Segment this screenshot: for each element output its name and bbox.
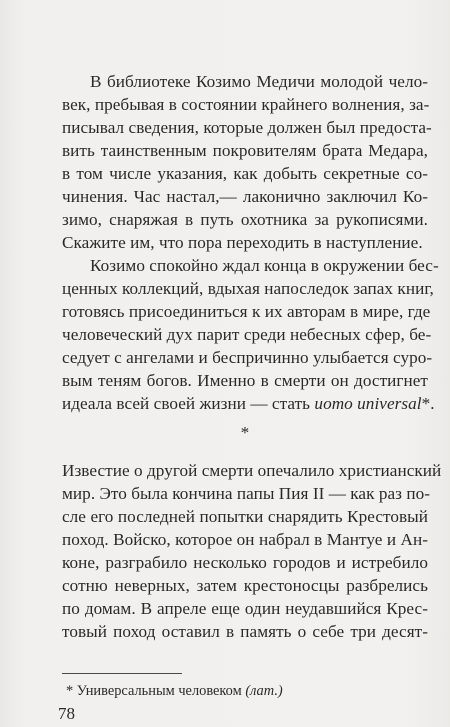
- footnote: [66, 683, 283, 699]
- paragraph-3-line-4: поход. Войско, которое он набрал в Мантуе и Ан-: [62, 530, 428, 549]
- paragraph-1-line-6: чинения. Час настал,— лаконично заключил Ко-: [62, 187, 428, 206]
- paragraph-1-line-7: зимо, снаряжая в путь охотника за рукописями.: [62, 210, 428, 229]
- footnote-text: Универсальным человеком: [73, 683, 246, 699]
- paragraph-2-line-1: Козимо спокойно ждал конца в окружении бес-: [90, 256, 439, 275]
- paragraph-2-line-6: вым теням богов. Именно в смерти он достигнет: [62, 371, 428, 390]
- paragraph-2-line-2: ценных коллекций, вдыхая напоследок запах книг,: [62, 279, 434, 298]
- paragraph-1-line-4: вить таинственным покровителям брата Медара,: [62, 141, 428, 160]
- paragraph-2-last-line-prefix: идеала всей своей жизни — стать: [62, 394, 315, 413]
- paragraph-3-line-5: коне, разграбило несколько городов и истребило: [62, 553, 428, 572]
- paragraph-1-line-8: Скажите им, что пора переходить в наступление.: [62, 233, 423, 252]
- paragraph-3-line-3: сле его последней попытки снарядить Крестовый: [62, 507, 428, 526]
- page-number: 78: [58, 704, 75, 723]
- paragraph-3-line-2: мир. Это была кончина папы Пия II — как раз по-: [62, 484, 431, 503]
- paragraph-2-line-3: готовясь присоединиться к их авторам в мире, где: [62, 302, 431, 321]
- paragraph-2-line-4: человеческий дух парит среди небесных сфер, бе-: [62, 325, 432, 344]
- paragraph-3-line-8: товый поход оставил в память о себе три десят-: [62, 622, 428, 641]
- section-break-asterisk: *: [240, 423, 250, 442]
- uomo-universal-term: uomo universal: [314, 394, 422, 413]
- paragraph-1-line-3: писывал сведения, которые должен был предоста-: [62, 118, 432, 137]
- footnote-language: (лат.): [245, 683, 283, 699]
- paragraph-3-line-6: сотню неверных, затем крестоносцы разбрелись: [62, 576, 428, 595]
- paragraph-1-line-5: в том числе указания, как добыть секретные со-: [62, 164, 428, 183]
- footnote-marker: *: [66, 683, 74, 699]
- paragraph-2-line-5: седует с ангелами и беспричинно улыбается суро-: [62, 348, 433, 367]
- paragraph-1-line-2: век, пребывая в состоянии крайнего волнения, за-: [62, 95, 430, 114]
- footnote-separator: [62, 673, 182, 674]
- paragraph-3-line-1: Известие о другой смерти опечалило христианский: [62, 461, 442, 480]
- paragraph-2-line-7: [62, 394, 435, 414]
- paragraph-3-line-7: по домам. В апреле еще один неудавшийся Крес-: [62, 599, 428, 618]
- paragraph-1-line-1: В библиотеке Козимо Медичи молодой чело-: [90, 72, 428, 91]
- footnote-reference: *.: [421, 394, 435, 413]
